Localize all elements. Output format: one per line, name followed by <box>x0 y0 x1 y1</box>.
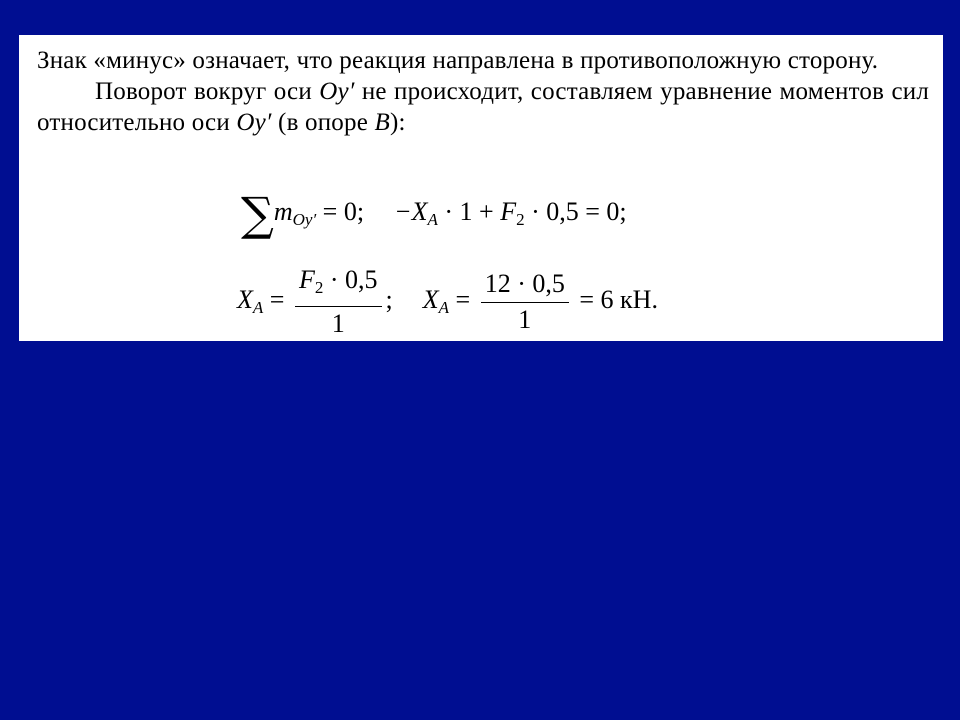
force-subscript: 2 <box>516 210 525 229</box>
result-value: = 6 кН. <box>572 284 658 314</box>
fraction-numeric-denominator: 1 <box>518 305 532 334</box>
moment-symbol: m <box>273 197 293 226</box>
fraction-symbolic-denominator: 1 <box>331 309 345 338</box>
minus-x-symbol: −X <box>394 197 428 226</box>
moment-subscript: Oy′ <box>292 210 317 229</box>
frac-force-subscript: 2 <box>314 278 324 297</box>
paragraph-moment-equation-intro <box>37 76 929 138</box>
equals-1: = <box>263 284 291 314</box>
para2-text-d: ): <box>389 109 406 136</box>
axis-label-2: Oy′ <box>236 109 272 136</box>
para2-text-a: Поворот вокруг оси <box>95 78 320 105</box>
xa-symbol-2: X <box>422 284 439 314</box>
support-label: B <box>374 109 390 136</box>
para2-text-b: не происходит, составляем уравнение моментов сил относительно оси <box>37 78 929 136</box>
moment-eq-zero: = 0; <box>316 197 365 226</box>
times-one: · 1 + <box>437 197 501 226</box>
xa-subscript: A <box>252 297 264 317</box>
fraction-symbolic <box>295 265 382 339</box>
frac-times-half: · 0,5 <box>323 265 378 294</box>
fraction-symbolic-numerator <box>295 265 382 307</box>
fraction-numeric-numerator: 12 · 0,5 <box>481 269 569 303</box>
force-symbol: F <box>500 197 517 226</box>
fraction-numeric <box>481 269 569 335</box>
equals-2: = <box>449 284 477 314</box>
axis-label-1: Oy′ <box>319 78 355 105</box>
sum-symbol: ∑ <box>241 187 274 241</box>
semicolon: ; <box>385 284 393 314</box>
xa-subscript-2: A <box>438 297 450 317</box>
xa-symbol: X <box>237 284 253 314</box>
paragraph-minus-sign: Знак «минус» означает, что реакция направлена в противоположную сторону. <box>37 47 879 74</box>
times-half-eq-zero: · 0,5 = 0; <box>524 197 627 226</box>
frac-force-symbol: F <box>298 265 315 294</box>
x-subscript: A <box>427 210 438 229</box>
para2-text-c: (в опоре <box>271 109 375 136</box>
